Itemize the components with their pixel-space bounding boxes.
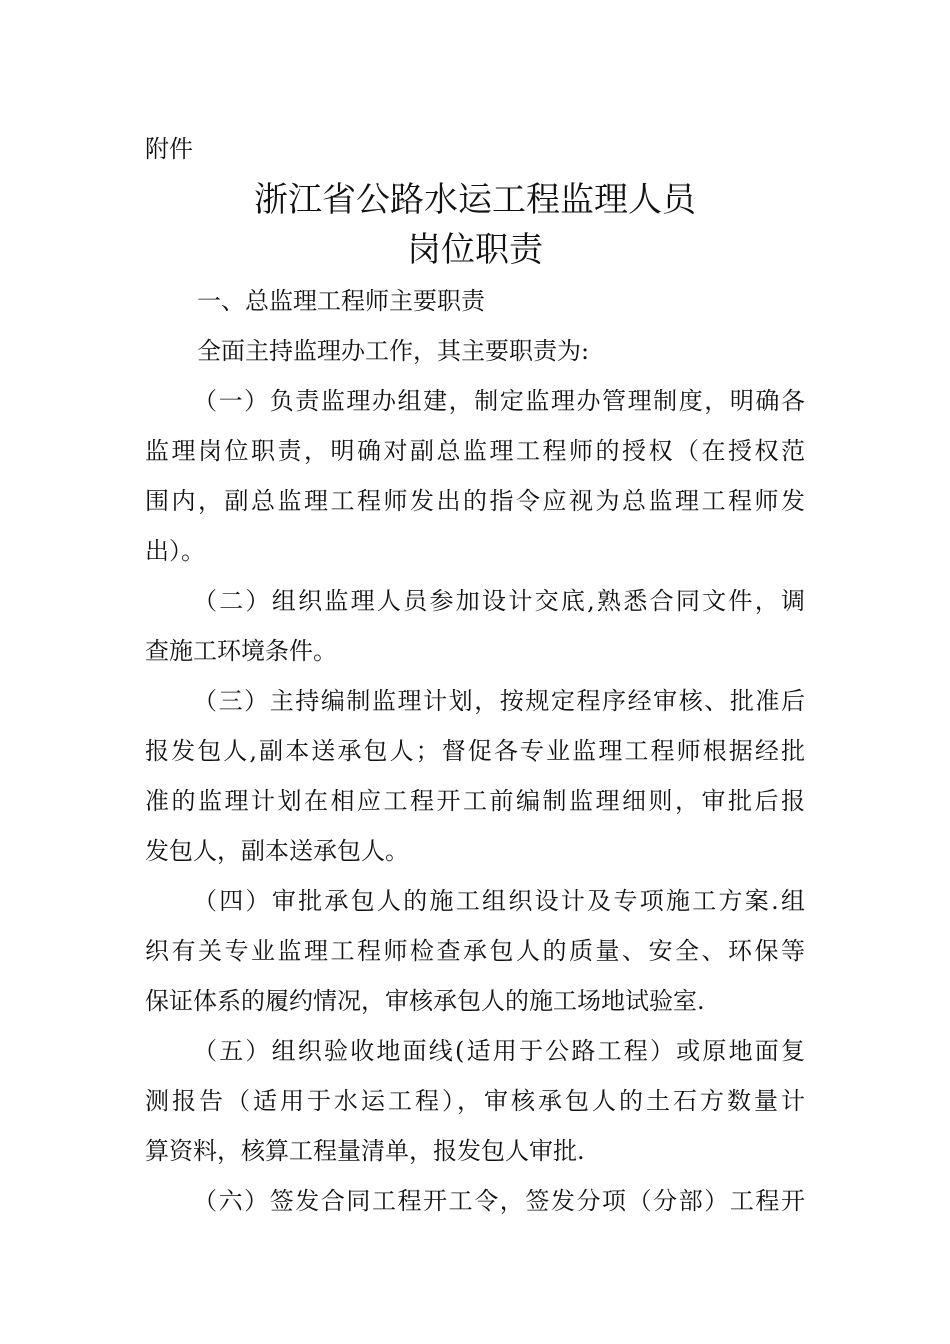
paragraph-line: 监理岗位职责，明确对副总监理工程师的授权（在授权范: [145, 437, 805, 465]
paragraph-line: 测报告（适用于水运工程），审核承包人的土石方数量计: [145, 1087, 805, 1115]
paragraph-line: （一）负责监理办组建，制定监理办管理制度，明确各: [193, 387, 805, 415]
section-heading: 一、总监理工程师主要职责: [197, 287, 485, 315]
paragraph-line: 准的监理计划在相应工程开工前编制监理细则，审批后报: [145, 787, 805, 815]
paragraph-line: 算资料，核算工程量清单，报发包人审批.: [145, 1137, 585, 1165]
paragraph-line: 发包人，副本送承包人。: [145, 837, 409, 865]
attachment-label: 附件: [145, 135, 193, 163]
paragraph-line: 保证体系的履约情况，审核承包人的施工场地试验室.: [145, 987, 705, 1015]
paragraph-line: 围内，副总监理工程师发出的指令应视为总监理工程师发: [145, 487, 805, 515]
paragraph-line: （五）组织验收地面线(适用于公路工程）或原地面复: [193, 1037, 805, 1065]
paragraph-line: 出）。: [145, 537, 205, 565]
paragraph-line: （三）主持编制监理计划，按规定程序经审核、批准后: [193, 687, 805, 715]
paragraph-line: （六）签发合同工程开工令，签发分项（分部）工程开: [193, 1187, 805, 1215]
intro-paragraph: 全面主持监理办工作，其主要职责为:: [197, 337, 590, 365]
paragraph-line: （四）审批承包人的施工组织设计及专项施工方案.组: [193, 887, 805, 915]
paragraph-line: 织有关专业监理工程师检查承包人的质量、安全、环保等: [145, 937, 805, 965]
title-line-2: 岗位职责: [407, 230, 543, 270]
paragraph-line: 报发包人,副本送承包人；督促各专业监理工程师根据经批: [145, 737, 805, 765]
paragraph-line: 查施工环境条件。: [145, 637, 337, 665]
title-line-1: 浙江省公路水运工程监理人员: [254, 180, 696, 220]
paragraph-line: （二）组织监理人员参加设计交底,熟悉合同文件，调: [193, 587, 805, 615]
